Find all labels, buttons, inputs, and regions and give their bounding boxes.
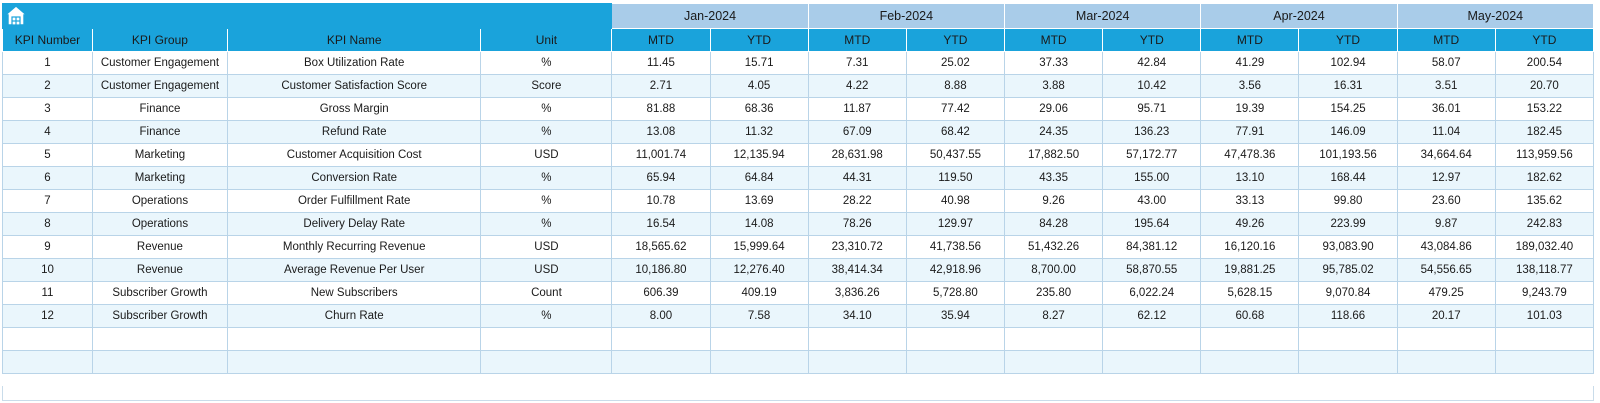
table-row[interactable] — [3, 52, 1594, 75]
cell-kpi-group: Subscriber Growth — [92, 305, 227, 328]
cell-value: 95.71 — [1103, 98, 1201, 121]
column-header-feb-mtd[interactable]: MTD — [808, 29, 906, 52]
cell-value: 11.87 — [808, 98, 906, 121]
cell-value: 84,381.12 — [1103, 236, 1201, 259]
cell-value: 44.31 — [808, 167, 906, 190]
cell-unit: USD — [481, 259, 612, 282]
cell-value: 58,870.55 — [1103, 259, 1201, 282]
cell-kpi-name: Box Utilization Rate — [227, 52, 481, 75]
cell-value: 138,118.77 — [1495, 259, 1593, 282]
cell-value: 118.66 — [1299, 305, 1397, 328]
table-row[interactable] — [3, 144, 1594, 167]
cell-value: 189,032.40 — [1495, 236, 1593, 259]
cell-value: 7.31 — [808, 52, 906, 75]
cell-value: 5,728.80 — [906, 282, 1004, 305]
cell-unit: % — [481, 121, 612, 144]
cell-value: 129.97 — [906, 213, 1004, 236]
cell-value: 3.51 — [1397, 75, 1495, 98]
cell-value: 78.26 — [808, 213, 906, 236]
table-row-empty[interactable] — [3, 351, 1594, 374]
cell-empty — [808, 328, 906, 351]
home-icon[interactable] — [3, 4, 611, 28]
cell-value: 119.50 — [906, 167, 1004, 190]
cell-value: 84.28 — [1005, 213, 1103, 236]
cell-kpi-group: Subscriber Growth — [92, 282, 227, 305]
month-header-may: May-2024 — [1397, 4, 1593, 29]
cell-value: 6,022.24 — [1103, 282, 1201, 305]
cell-value: 15.71 — [710, 52, 808, 75]
cell-value: 10.42 — [1103, 75, 1201, 98]
cell-kpi-name: Order Fulfillment Rate — [227, 190, 481, 213]
cell-value: 11.04 — [1397, 121, 1495, 144]
cell-unit: USD — [481, 144, 612, 167]
cell-empty — [92, 328, 227, 351]
month-header-mar: Mar-2024 — [1005, 4, 1201, 29]
cell-value: 153.22 — [1495, 98, 1593, 121]
cell-value: 3,836.26 — [808, 282, 906, 305]
cell-value: 67.09 — [808, 121, 906, 144]
cell-unit: % — [481, 213, 612, 236]
column-header-kpi-number[interactable]: KPI Number — [3, 29, 93, 52]
cell-value: 23.60 — [1397, 190, 1495, 213]
cell-kpi-group: Marketing — [92, 144, 227, 167]
cell-value: 34,664.64 — [1397, 144, 1495, 167]
month-header-feb: Feb-2024 — [808, 4, 1004, 29]
cell-empty — [906, 328, 1004, 351]
cell-value: 102.94 — [1299, 52, 1397, 75]
table-header — [3, 4, 1594, 52]
cell-value: 101.03 — [1495, 305, 1593, 328]
cell-value: 51,432.26 — [1005, 236, 1103, 259]
column-header-jan-mtd[interactable]: MTD — [612, 29, 710, 52]
cell-empty — [92, 351, 227, 374]
cell-value: 8.88 — [906, 75, 1004, 98]
cell-kpi-group: Operations — [92, 213, 227, 236]
cell-value: 135.62 — [1495, 190, 1593, 213]
cell-kpi-group: Operations — [92, 190, 227, 213]
cell-value: 16.31 — [1299, 75, 1397, 98]
cell-empty — [3, 351, 93, 374]
cell-value: 16,120.16 — [1201, 236, 1299, 259]
cell-value: 15,999.64 — [710, 236, 808, 259]
cell-value: 3.88 — [1005, 75, 1103, 98]
cell-kpi-number: 4 — [3, 121, 93, 144]
cell-value: 58.07 — [1397, 52, 1495, 75]
cell-value: 13.69 — [710, 190, 808, 213]
cell-empty — [612, 328, 710, 351]
cell-kpi-name: Average Revenue Per User — [227, 259, 481, 282]
cell-value: 42.84 — [1103, 52, 1201, 75]
logo-cell — [3, 4, 612, 29]
cell-value: 81.88 — [612, 98, 710, 121]
cell-unit: % — [481, 167, 612, 190]
cell-empty — [1201, 328, 1299, 351]
cell-value: 35.94 — [906, 305, 1004, 328]
cell-kpi-name: Customer Satisfaction Score — [227, 75, 481, 98]
cell-value: 23,310.72 — [808, 236, 906, 259]
cell-kpi-name: Conversion Rate — [227, 167, 481, 190]
cell-value: 20.17 — [1397, 305, 1495, 328]
table-row[interactable] — [3, 259, 1594, 282]
cell-empty — [1495, 351, 1593, 374]
cell-empty — [710, 328, 808, 351]
cell-value: 14.08 — [710, 213, 808, 236]
cell-value: 5,628.15 — [1201, 282, 1299, 305]
cell-value: 12,135.94 — [710, 144, 808, 167]
cell-value: 13.08 — [612, 121, 710, 144]
cell-value: 13.10 — [1201, 167, 1299, 190]
column-header-feb-ytd[interactable]: YTD — [906, 29, 1004, 52]
cell-unit: % — [481, 305, 612, 328]
cell-kpi-name: Refund Rate — [227, 121, 481, 144]
cell-value: 11,001.74 — [612, 144, 710, 167]
cell-value: 3.56 — [1201, 75, 1299, 98]
column-header-row — [3, 29, 1594, 52]
cell-kpi-number: 7 — [3, 190, 93, 213]
cell-value: 479.25 — [1397, 282, 1495, 305]
month-header-apr: Apr-2024 — [1201, 4, 1397, 29]
cell-kpi-group: Finance — [92, 121, 227, 144]
cell-kpi-number: 2 — [3, 75, 93, 98]
column-header-jan-ytd[interactable]: YTD — [710, 29, 808, 52]
cell-value: 62.12 — [1103, 305, 1201, 328]
cell-value: 95,785.02 — [1299, 259, 1397, 282]
cell-empty — [481, 351, 612, 374]
cell-value: 42,918.96 — [906, 259, 1004, 282]
cell-value: 8,700.00 — [1005, 259, 1103, 282]
cell-value: 50,437.55 — [906, 144, 1004, 167]
cell-unit: % — [481, 190, 612, 213]
table-row[interactable] — [3, 213, 1594, 236]
column-header-may-mtd[interactable]: MTD — [1397, 29, 1495, 52]
cell-empty — [1397, 351, 1495, 374]
cell-value: 29.06 — [1005, 98, 1103, 121]
cell-unit: Score — [481, 75, 612, 98]
cell-value: 2.71 — [612, 75, 710, 98]
cell-value: 182.62 — [1495, 167, 1593, 190]
cell-kpi-number: 3 — [3, 98, 93, 121]
cell-kpi-number: 10 — [3, 259, 93, 282]
cell-value: 25.02 — [906, 52, 1004, 75]
cell-empty — [808, 351, 906, 374]
cell-value: 28,631.98 — [808, 144, 906, 167]
cell-empty — [1103, 351, 1201, 374]
cell-empty — [1103, 328, 1201, 351]
cell-value: 68.42 — [906, 121, 1004, 144]
cell-value: 606.39 — [612, 282, 710, 305]
column-header-apr-ytd[interactable]: YTD — [1299, 29, 1397, 52]
cell-value: 40.98 — [906, 190, 1004, 213]
cell-empty — [1201, 351, 1299, 374]
cell-value: 16.54 — [612, 213, 710, 236]
cell-value: 38,414.34 — [808, 259, 906, 282]
month-header-row — [3, 4, 1594, 29]
cell-value: 99.80 — [1299, 190, 1397, 213]
cell-value: 223.99 — [1299, 213, 1397, 236]
cell-value: 20.70 — [1495, 75, 1593, 98]
cell-value: 60.68 — [1201, 305, 1299, 328]
table-row[interactable] — [3, 121, 1594, 144]
cell-value: 68.36 — [710, 98, 808, 121]
table-row[interactable] — [3, 305, 1594, 328]
cell-value: 37.33 — [1005, 52, 1103, 75]
cell-empty — [1397, 328, 1495, 351]
cell-value: 154.25 — [1299, 98, 1397, 121]
cell-kpi-number: 8 — [3, 213, 93, 236]
cell-kpi-name: Churn Rate — [227, 305, 481, 328]
cell-value: 4.22 — [808, 75, 906, 98]
column-header-unit[interactable]: Unit — [481, 29, 612, 52]
cell-empty — [906, 351, 1004, 374]
cell-value: 155.00 — [1103, 167, 1201, 190]
cell-value: 9,070.84 — [1299, 282, 1397, 305]
kpi-table — [2, 3, 1594, 374]
cell-value: 235.80 — [1005, 282, 1103, 305]
cell-value: 43.00 — [1103, 190, 1201, 213]
cell-value: 10,186.80 — [612, 259, 710, 282]
cell-value: 195.64 — [1103, 213, 1201, 236]
cell-value: 4.05 — [710, 75, 808, 98]
cell-value: 49.26 — [1201, 213, 1299, 236]
table-row[interactable] — [3, 167, 1594, 190]
cell-value: 77.42 — [906, 98, 1004, 121]
cell-value: 24.35 — [1005, 121, 1103, 144]
cell-value: 409.19 — [710, 282, 808, 305]
cell-kpi-group: Marketing — [92, 167, 227, 190]
cell-value: 36.01 — [1397, 98, 1495, 121]
cell-value: 17,882.50 — [1005, 144, 1103, 167]
cell-empty — [612, 351, 710, 374]
cell-value: 57,172.77 — [1103, 144, 1201, 167]
cell-value: 182.45 — [1495, 121, 1593, 144]
cell-kpi-name: Monthly Recurring Revenue — [227, 236, 481, 259]
cell-kpi-number: 6 — [3, 167, 93, 190]
cell-kpi-name: Customer Acquisition Cost — [227, 144, 481, 167]
cell-unit: % — [481, 52, 612, 75]
cell-value: 12.97 — [1397, 167, 1495, 190]
cell-unit: Count — [481, 282, 612, 305]
cell-value: 11.32 — [710, 121, 808, 144]
cell-value: 41,738.56 — [906, 236, 1004, 259]
cell-value: 146.09 — [1299, 121, 1397, 144]
cell-value: 43.35 — [1005, 167, 1103, 190]
cell-value: 19.39 — [1201, 98, 1299, 121]
cell-kpi-name: Delivery Delay Rate — [227, 213, 481, 236]
table-row[interactable] — [3, 282, 1594, 305]
cell-empty — [3, 328, 93, 351]
table-row[interactable] — [3, 236, 1594, 259]
table-row[interactable] — [3, 98, 1594, 121]
cell-value: 12,276.40 — [710, 259, 808, 282]
column-header-apr-mtd[interactable]: MTD — [1201, 29, 1299, 52]
cell-empty — [1005, 351, 1103, 374]
cell-value: 33.13 — [1201, 190, 1299, 213]
cell-value: 47,478.36 — [1201, 144, 1299, 167]
cell-kpi-number: 12 — [3, 305, 93, 328]
cell-kpi-name: Gross Margin — [227, 98, 481, 121]
cell-value: 54,556.65 — [1397, 259, 1495, 282]
cell-value: 19,881.25 — [1201, 259, 1299, 282]
cell-value: 101,193.56 — [1299, 144, 1397, 167]
cell-value: 8.00 — [612, 305, 710, 328]
cell-kpi-name: New Subscribers — [227, 282, 481, 305]
cell-value: 9,243.79 — [1495, 282, 1593, 305]
cell-value: 10.78 — [612, 190, 710, 213]
cell-empty — [1299, 351, 1397, 374]
cell-kpi-group: Customer Engagement — [92, 75, 227, 98]
cell-value: 136.23 — [1103, 121, 1201, 144]
cell-value: 168.44 — [1299, 167, 1397, 190]
cell-empty — [227, 328, 481, 351]
cell-value: 41.29 — [1201, 52, 1299, 75]
cell-value: 64.84 — [710, 167, 808, 190]
cell-value: 34.10 — [808, 305, 906, 328]
column-header-mar-ytd[interactable]: YTD — [1103, 29, 1201, 52]
cell-value: 9.87 — [1397, 213, 1495, 236]
cell-kpi-number: 11 — [3, 282, 93, 305]
cell-value: 9.26 — [1005, 190, 1103, 213]
table-body — [3, 52, 1594, 374]
sheet-footer-strip — [2, 386, 1594, 401]
cell-unit: % — [481, 98, 612, 121]
cell-value: 11.45 — [612, 52, 710, 75]
cell-kpi-number: 5 — [3, 144, 93, 167]
cell-value: 93,083.90 — [1299, 236, 1397, 259]
cell-unit: USD — [481, 236, 612, 259]
table-row[interactable] — [3, 190, 1594, 213]
cell-value: 242.83 — [1495, 213, 1593, 236]
cell-value: 113,959.56 — [1495, 144, 1593, 167]
cell-value: 18,565.62 — [612, 236, 710, 259]
cell-value: 65.94 — [612, 167, 710, 190]
cell-value: 77.91 — [1201, 121, 1299, 144]
cell-empty — [481, 328, 612, 351]
cell-value: 28.22 — [808, 190, 906, 213]
column-header-may-ytd[interactable]: YTD — [1495, 29, 1593, 52]
cell-kpi-group: Revenue — [92, 236, 227, 259]
cell-empty — [1005, 328, 1103, 351]
column-header-kpi-group[interactable]: KPI Group — [92, 29, 227, 52]
column-header-kpi-name[interactable]: KPI Name — [227, 29, 481, 52]
cell-kpi-group: Revenue — [92, 259, 227, 282]
cell-value: 200.54 — [1495, 52, 1593, 75]
table-row-empty[interactable] — [3, 328, 1594, 351]
cell-value: 8.27 — [1005, 305, 1103, 328]
cell-value: 7.58 — [710, 305, 808, 328]
month-header-jan: Jan-2024 — [612, 4, 808, 29]
table-row[interactable] — [3, 75, 1594, 98]
cell-empty — [710, 351, 808, 374]
cell-kpi-group: Customer Engagement — [92, 52, 227, 75]
cell-empty — [1495, 328, 1593, 351]
cell-empty — [1299, 328, 1397, 351]
cell-value: 43,084.86 — [1397, 236, 1495, 259]
cell-empty — [227, 351, 481, 374]
cell-kpi-number: 9 — [3, 236, 93, 259]
column-header-mar-mtd[interactable]: MTD — [1005, 29, 1103, 52]
cell-kpi-number: 1 — [3, 52, 93, 75]
cell-kpi-group: Finance — [92, 98, 227, 121]
